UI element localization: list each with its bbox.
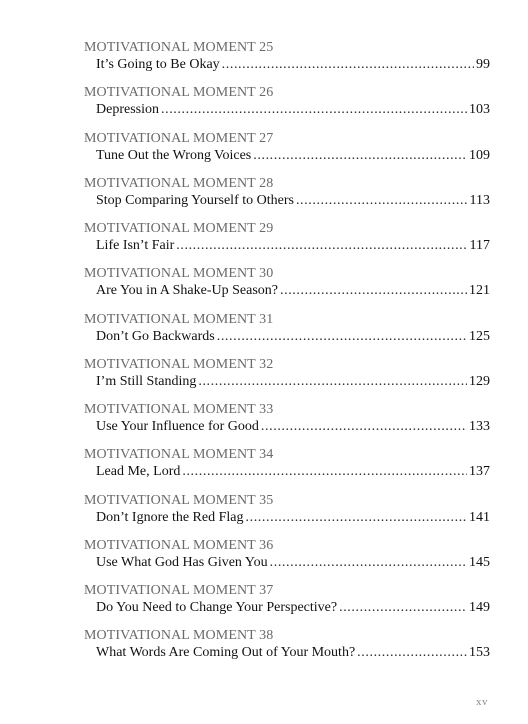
page-number: 109 <box>469 147 490 163</box>
moment-title: Use What God Has Given You <box>96 554 268 570</box>
dot-leader <box>198 373 467 390</box>
toc-entry <box>84 493 490 538</box>
toc-line[interactable] <box>96 237 490 254</box>
page-number: 99 <box>476 57 490 72</box>
dot-leader <box>246 509 468 526</box>
moment-title: Tune Out the Wrong Voices <box>96 147 252 163</box>
toc-line[interactable] <box>96 373 490 390</box>
toc-line[interactable] <box>96 328 490 345</box>
moment-heading: MOTIVATIONAL MOMENT 36 <box>84 537 274 553</box>
toc-line[interactable] <box>96 282 490 299</box>
moment-heading: MOTIVATIONAL MOMENT 34 <box>84 447 274 463</box>
toc-entry <box>84 85 490 130</box>
dot-leader <box>339 599 467 616</box>
moment-title: Stop Comparing Yourself to Others <box>96 192 294 208</box>
toc-entry <box>84 312 490 357</box>
page-number: 141 <box>469 509 490 525</box>
page-number: 103 <box>469 102 490 118</box>
toc-line[interactable] <box>96 418 490 435</box>
toc-line[interactable] <box>96 554 490 571</box>
toc-line[interactable] <box>96 644 490 661</box>
dot-leader <box>217 328 467 345</box>
toc-entry <box>84 131 490 176</box>
toc-entry <box>84 357 490 402</box>
toc-line[interactable] <box>96 509 490 526</box>
dot-leader <box>296 192 468 209</box>
moment-heading: MOTIVATIONAL MOMENT 27 <box>84 130 274 146</box>
page-number: 133 <box>469 419 490 434</box>
page-number: 121 <box>469 283 490 299</box>
moment-heading: MOTIVATIONAL MOMENT 32 <box>84 356 274 372</box>
toc-line[interactable] <box>96 147 490 164</box>
page-number: 113 <box>469 192 490 208</box>
toc-line[interactable] <box>96 101 490 118</box>
page-number: 145 <box>469 554 490 570</box>
toc-entry <box>84 402 490 447</box>
moment-heading: MOTIVATIONAL MOMENT 31 <box>84 311 274 327</box>
page-number: 137 <box>469 464 490 480</box>
moment-heading: MOTIVATIONAL MOMENT 28 <box>84 175 274 191</box>
toc-line[interactable] <box>96 463 490 480</box>
moment-title: Don’t Ignore the Red Flag <box>96 509 244 525</box>
moment-heading: MOTIVATIONAL MOMENT 37 <box>84 583 274 598</box>
moment-title: What Words Are Coming Out of Your Mouth? <box>96 645 356 661</box>
page-number: 125 <box>469 328 490 344</box>
toc-line[interactable] <box>96 192 490 209</box>
dot-leader <box>222 56 474 73</box>
toc-entry <box>84 40 490 85</box>
dot-leader <box>261 418 467 435</box>
dot-leader <box>357 644 467 661</box>
moment-title: I’m Still Standing <box>96 373 197 389</box>
page-number: 117 <box>469 238 490 253</box>
moment-heading: MOTIVATIONAL MOMENT 26 <box>84 85 274 101</box>
toc-entry <box>84 583 490 628</box>
moment-heading: MOTIVATIONAL MOMENT 38 <box>84 628 274 644</box>
moment-title: Lead Me, Lord <box>96 464 181 480</box>
toc-entry <box>84 447 490 492</box>
toc-entry <box>84 538 490 583</box>
moment-title: Use Your Influence for Good <box>96 419 259 434</box>
dot-leader <box>182 463 467 480</box>
moment-title: Life Isn’t Fair <box>96 238 175 253</box>
toc-entry <box>84 176 490 221</box>
toc-entry <box>84 221 490 266</box>
page-number: 149 <box>469 600 490 615</box>
dot-leader <box>176 237 467 254</box>
dot-leader <box>270 554 467 571</box>
table-of-contents <box>84 40 490 674</box>
toc-entry <box>84 628 490 673</box>
page-number: 129 <box>469 373 490 389</box>
moment-title: Do You Need to Change Your Perspective? <box>96 600 338 615</box>
moment-heading: MOTIVATIONAL MOMENT 35 <box>84 492 274 508</box>
moment-title: Depression <box>96 102 159 118</box>
moment-title: Don’t Go Backwards <box>96 328 215 344</box>
moment-heading: MOTIVATIONAL MOMENT 29 <box>84 221 274 236</box>
moment-heading: MOTIVATIONAL MOMENT 30 <box>84 266 274 282</box>
moment-heading: MOTIVATIONAL MOMENT 33 <box>84 402 274 417</box>
toc-line[interactable] <box>96 56 490 73</box>
toc-line[interactable] <box>96 599 490 616</box>
dot-leader <box>280 282 467 299</box>
dot-leader <box>253 147 467 164</box>
moment-heading: MOTIVATIONAL MOMENT 25 <box>84 40 274 55</box>
toc-entry <box>84 266 490 311</box>
page-folio: xv <box>476 696 488 708</box>
moment-title: It’s Going to Be Okay <box>96 57 220 72</box>
page-number: 153 <box>469 645 490 661</box>
dot-leader <box>161 101 467 118</box>
moment-title: Are You in A Shake-Up Season? <box>96 283 278 299</box>
